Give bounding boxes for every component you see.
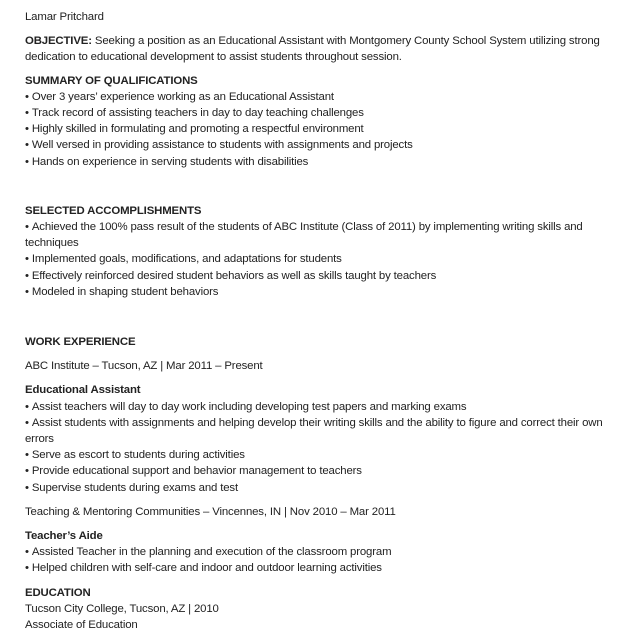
job-employer: ABC Institute – Tucson, AZ | Mar 2011 – Present: [25, 360, 263, 373]
job-title: Educational Assistant: [25, 384, 141, 397]
job-employer: Teaching & Mentoring Communities – Vincennes, IN | Nov 2010 – Mar 2011: [25, 505, 396, 518]
list-item: • Assist students with assignments and helping develop their writing skills and the ability to figure and correct their own errors: [25, 415, 615, 447]
job-title: Teacher’s Aide: [25, 530, 103, 543]
education-heading: EDUCATION: [25, 586, 91, 599]
spacer: [25, 577, 615, 585]
list-item: • Highly skilled in formulating and promoting a respectful environment: [25, 121, 615, 137]
job-entry: [25, 358, 615, 496]
list-item: • Helped children with self-care and indoor and outdoor learning activities: [25, 560, 615, 576]
education-degree: Associate of Education: [25, 619, 138, 632]
list-item: • Assisted Teacher in the planning and execution of the classroom program: [25, 544, 615, 560]
list-item: • Supervise students during exams and test: [25, 480, 615, 496]
list-item: • Well versed in providing assistance to students with assignments and projects: [25, 137, 615, 153]
education-section: [25, 585, 615, 634]
work-experience-heading: WORK EXPERIENCE: [25, 336, 136, 349]
objective-section: [25, 33, 615, 65]
spacer: [25, 170, 615, 203]
accomplishments-list: [25, 219, 615, 300]
list-item: • Hands on experience in serving students with disabilities: [25, 154, 615, 170]
objective-label: OBJECTIVE:: [25, 35, 92, 48]
list-item: • Modeled in shaping student behaviors: [25, 284, 615, 300]
list-item: • Over 3 years’ experience working as an Educational Assistant: [25, 89, 615, 105]
job-duties-list: [25, 544, 615, 576]
list-item: • Implemented goals, modifications, and adaptations for students: [25, 251, 615, 267]
spacer: [25, 350, 615, 358]
qualifications-heading: SUMMARY OF QUALIFICATIONS: [25, 74, 198, 87]
job-entry: [25, 504, 615, 577]
qualifications-list: [25, 89, 615, 170]
candidate-name: Lamar Pritchard: [25, 11, 104, 23]
spacer: [25, 496, 615, 504]
list-item: • Effectively reinforced desired student behaviors as well as skills taught by teachers: [25, 268, 615, 284]
list-item: • Achieved the 100% pass result of the students of ABC Institute (Class of 2011) by implementing writing skills and techniques: [25, 219, 615, 251]
work-experience-section: [25, 334, 615, 577]
objective-text: Seeking a position as an Educational Assistant with Montgomery County School System utilizing strong dedication to educational development to assist students throughout session.: [25, 35, 600, 64]
list-item: • Track record of assisting teachers in day to day teaching challenges: [25, 105, 615, 121]
list-item: • Assist teachers will day to day work including developing test papers and marking exams: [25, 399, 615, 415]
accomplishments-heading: SELECTED ACCOMPLISHMENTS: [25, 204, 202, 217]
spacer: [25, 520, 615, 528]
job-duties-list: [25, 399, 615, 496]
spacer: [25, 374, 615, 382]
list-item: • Provide educational support and behavior management to teachers: [25, 463, 615, 479]
spacer: [25, 300, 615, 334]
list-item: • Serve as escort to students during activities: [25, 447, 615, 463]
qualifications-section: [25, 73, 615, 170]
education-school: Tucson City College, Tucson, AZ | 2010: [25, 602, 219, 615]
accomplishments-section: [25, 203, 615, 300]
